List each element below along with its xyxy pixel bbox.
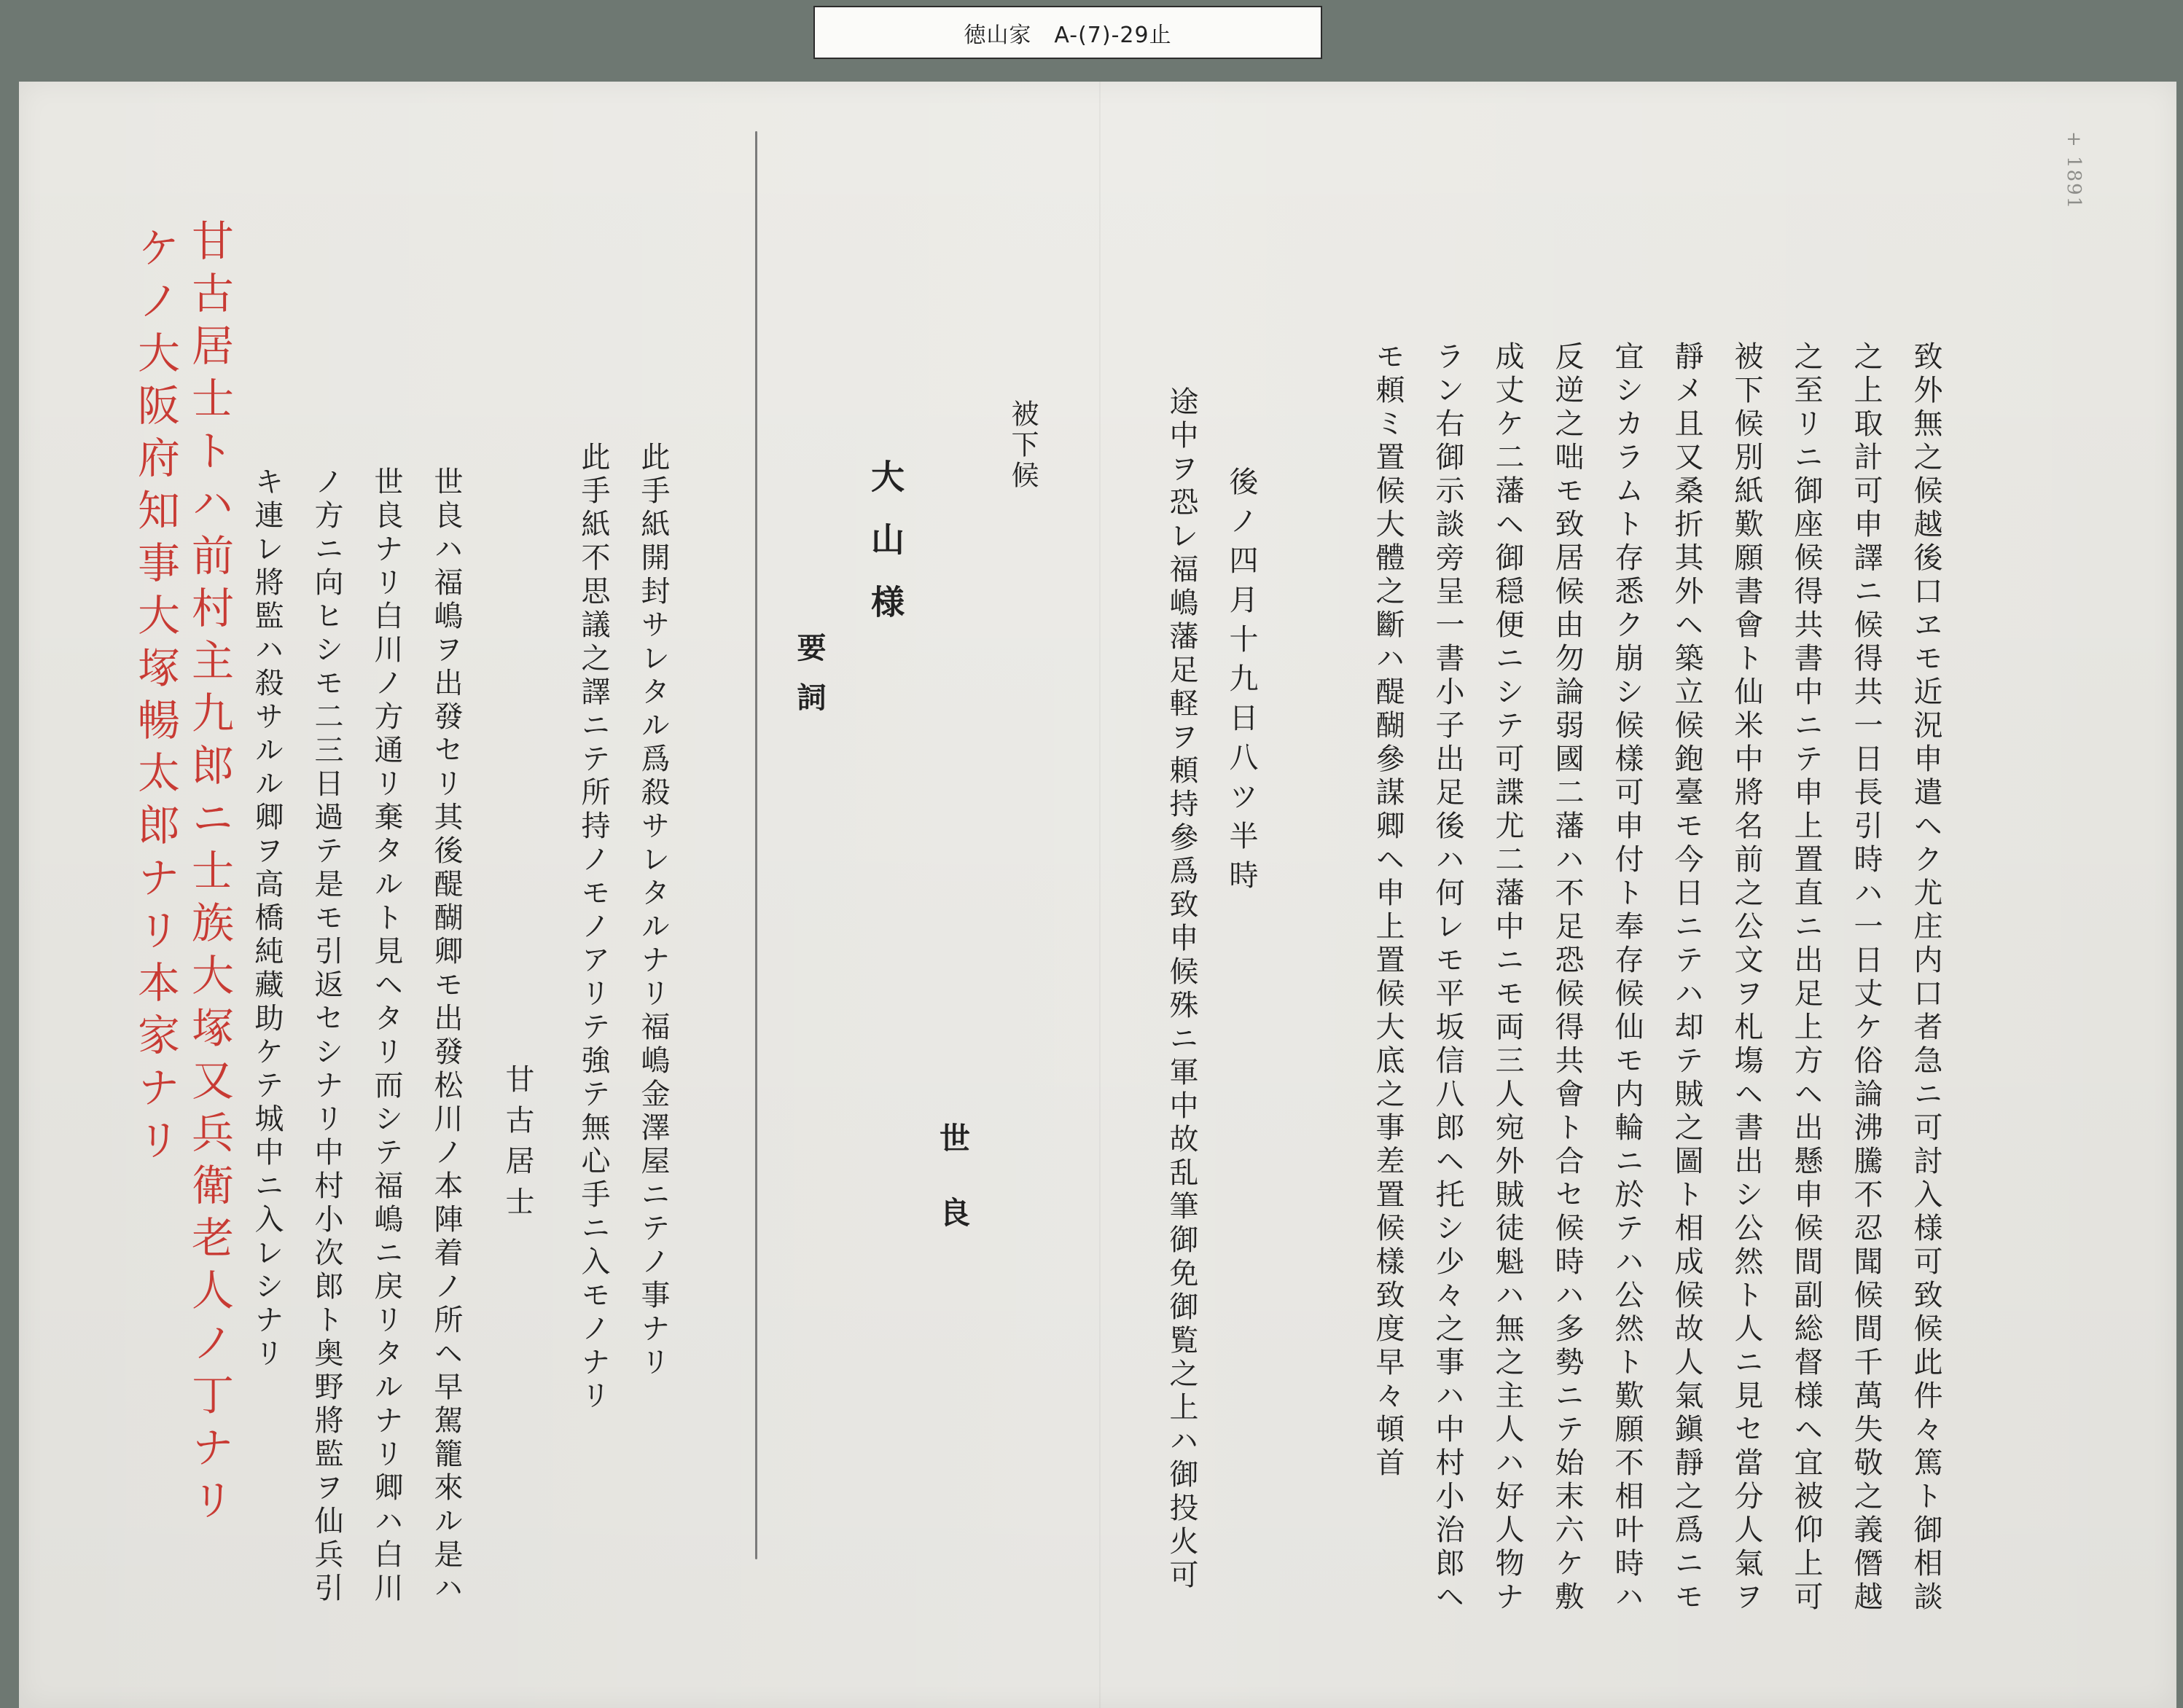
closing-phrase: 被下候 xyxy=(1007,399,1039,491)
pencil-mark: + 1891 xyxy=(2063,131,2085,211)
letter-line-4: 被下候別紙歎願書會ト仙米中將名前之公文ヲ札塲ヘ書出シ公然ト人ニ見セ當分人氣ヲ xyxy=(1730,341,1763,1615)
note-line-5: ノ方ニ向ヒシモ二三日過テ是モ引返セシナリ中村小次郎ト奥野將監ヲ仙兵引 xyxy=(310,466,343,1606)
letter-line-9: ラン右御示談旁呈一書小子出足後ハ何レモ平坂信八郎ヘ托シ少々之事ハ中村小治郎ヘ xyxy=(1431,341,1464,1615)
red-note-line-1: 甘古居士トハ前村主九郎ニ士族大塚又兵衛老人ノ丁ナリ xyxy=(184,219,234,1530)
letter-line-6: 宜シカラムト存悉ク崩シ候樣可申付ト奉存候仙モ内輪ニ於テハ公然ト歎願不相叶時ハ xyxy=(1610,341,1644,1615)
postscript-line: 途中ヲ恐レ福嶋藩足軽ヲ頼持參爲致申候殊ニ軍中故乱筆御免御覧之上ハ御投火可 xyxy=(1165,386,1198,1593)
signature: 世良 xyxy=(935,1122,971,1271)
letter-line-2: 之上取計可申譯ニ候得共一日長引時ハ一日丈ケ俗論沸騰不忍聞候間千萬失敬之義僭越 xyxy=(1849,341,1883,1615)
recipient: 大山様 xyxy=(866,459,905,647)
letter-line-1: 致外無之候越後口ヱモ近況申遣ヘク尤庄内口者急ニ可討入様可致候此件々篤ト御相談 xyxy=(1909,341,1942,1615)
note-line-3: 世良ハ福嶋ヲ出發セリ其後醍醐卿モ出發松川ノ本陣着ノ所ヘ早駕籠來ル是ハ xyxy=(429,466,463,1606)
note-author: 甘古居士 xyxy=(501,1064,534,1227)
note-line-4: 世良ナリ白川ノ方通リ棄タルト見ヘタリ而シテ福嶋ニ戻リタルナリ卿ハ白川 xyxy=(370,466,403,1606)
letter-line-3: 之至リニ御座候得共書中ニテ申上置直ニ出足上方ヘ出懸申候間副総督様ヘ宜被仰上可 xyxy=(1789,341,1823,1615)
letter-line-5: 靜メ且又桑折其外ヘ築立候鉋臺モ今日ニテハ却テ賊之圖ト相成候故人氣鎭靜之爲ニモ xyxy=(1670,341,1703,1615)
letter-line-8: 成丈ケ二藩ヘ御穏便ニシテ可諜尤二藩中ニモ両三人宛外賊徒魁ハ無之主人ハ好人物ナ xyxy=(1491,341,1524,1615)
note-line-6: キ連レ將監ハ殺サルル卿ヲ高橋純藏助ケテ城中ニ入レシナリ xyxy=(250,466,284,1371)
divider-line xyxy=(755,131,757,1559)
letter-line-10: モ頼ミ置候大體之斷ハ醍醐參謀卿ヘ申上置候大底之事差置候樣致度早々頓首 xyxy=(1371,341,1405,1481)
red-note-line-2: ケノ大阪府知事大塚暢太郎ナリ本家ナリ xyxy=(130,226,180,1170)
confidential-mark: 要詞 xyxy=(792,632,827,732)
paper-fold xyxy=(1099,82,1101,1708)
date-line: 後ノ四月十九日八ツ半時 xyxy=(1225,466,1258,899)
note-line-2: 此手紙不思議之譯ニテ所持ノモノアリテ強テ無心手ニ入モノナリ xyxy=(577,442,610,1414)
catalog-label: 徳山家 A-(7)-29止 xyxy=(813,6,1322,59)
note-line-1: 此手紙開封サレタル爲殺サレタルナリ福嶋金澤屋ニテノ事ナリ xyxy=(636,442,670,1380)
letter-line-7: 反逆之咄モ致居候由勿論弱國二藩ハ不足恐候得共會ト合セ候時ハ多勢ニテ始末六ケ敷 xyxy=(1550,341,1584,1615)
